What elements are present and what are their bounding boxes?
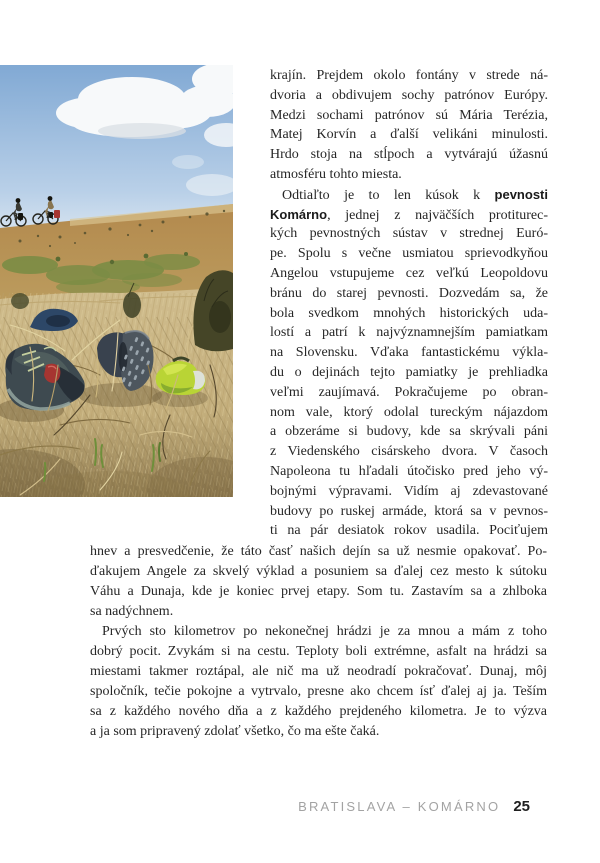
text-line: Komárno, jednej z najväčších protiturec-: [270, 206, 548, 223]
bold-keyword: pevnosti: [494, 186, 548, 202]
text-line: z Viedenského cisárskeho dvora. V časoch: [270, 444, 548, 460]
text-line: dobrý pocit. Zvykám si na cestu. Teploty boli extrémne, asfalt na hrádzi sa: [90, 644, 547, 659]
text-line: pe. Spolu s večne usmiatou sprievodkyňou: [270, 246, 548, 262]
text-block-full-width: [90, 542, 547, 742]
text-column-right: [270, 66, 548, 541]
running-head: BRATISLAVA – KOMÁRNO: [298, 799, 501, 814]
text-line: ďakujem Angele za skvelý výklad a posuniem sa ďalej cez mesto k sútoku: [90, 564, 547, 579]
text-line: nom vale, ktorý odolal tureckým nájazdom: [270, 404, 548, 420]
text-line: bránu do starej pevnosti. Dozvedám sa, že: [270, 285, 548, 301]
text-line: budovy po ruskej armáde, ktorá sa v pevnos-: [270, 503, 548, 519]
text-line: bojnými výpravami. Vidím aj zdevastované: [270, 483, 548, 499]
text-line: du o dejinách tejto pamiatky je prehliadka: [270, 364, 548, 380]
text-line: a obzeráme si budovy, kde sa skrývali páni: [270, 424, 548, 440]
text-line: sa nadýchnem.: [90, 604, 174, 619]
text-line: kých pevnostných sústav v strednej Euró-: [270, 226, 548, 242]
text-line: Medzi sochami patrónov sú Mária Terézia,: [270, 107, 548, 123]
text-line: Prvých sto kilometrov po nekonečnej hrádzi je za mnou a mám z toho: [102, 624, 547, 639]
text-line: Odtiaľto je to len kúsok k pevnosti: [282, 186, 548, 203]
text-line: Napoleona tu hľadali útočisko pred jeho vý-: [270, 463, 548, 479]
text-line: a ja som pripravený zdolať všetko, čo ma ešte čaká.: [90, 724, 380, 739]
text-line: Angelou vstupujeme cez veľkú Leopoldovu: [270, 265, 548, 281]
text-line: spoločník, tečie pokojne a vytrvalo, presne ako chcem ísť ďalej aj ja. Teším: [90, 684, 547, 699]
text-line: lostí a patrí k najvýznamnejším pamiatkam: [270, 325, 548, 341]
text-line: dvoria a obdivujem sochy patrónov Európy.: [270, 87, 548, 103]
text-line: atmosféru tohto miesta.: [270, 166, 402, 182]
page-footer: [298, 798, 530, 815]
text-line: ti na pár desiatok rokov usadila. Pociťujem: [270, 523, 548, 539]
text-line: Hrdo stoja na stĺpoch a vytvárajú úžasnú: [270, 147, 548, 163]
text-line: Matej Korvín a ďalší velikáni minulosti.: [270, 127, 548, 143]
landscape-photo: [0, 65, 233, 497]
text-line: na Slovensku. Vďaka fantastickému výkla-: [270, 345, 548, 361]
text-line: miestami takmer roztápal, ale nič ma už neodradí pokračovať. Dunaj, môj: [90, 664, 547, 679]
bold-keyword: Komárno: [270, 206, 328, 222]
text-line: hnev a presvedčenie, že táto časť našich dejín sa už nesmie opakovať. Po-: [90, 544, 547, 559]
page-number: 25: [513, 798, 530, 815]
text-line: bola svedkom mnohých historických uda-: [270, 305, 548, 321]
text-line: sa z každého nového dňa a z každého prejdeného kilometra. Je to výzva: [90, 704, 547, 719]
text-line: krajín. Prejdem okolo fontány v strede ná-: [270, 68, 548, 83]
text-line: Váhu a Dunaja, kde je koniec prvej etapy. Som tu. Zastavím sa a zhlboka: [90, 584, 547, 599]
text-line: veľmi zaujímavá. Pokračujeme po obran-: [270, 384, 548, 400]
